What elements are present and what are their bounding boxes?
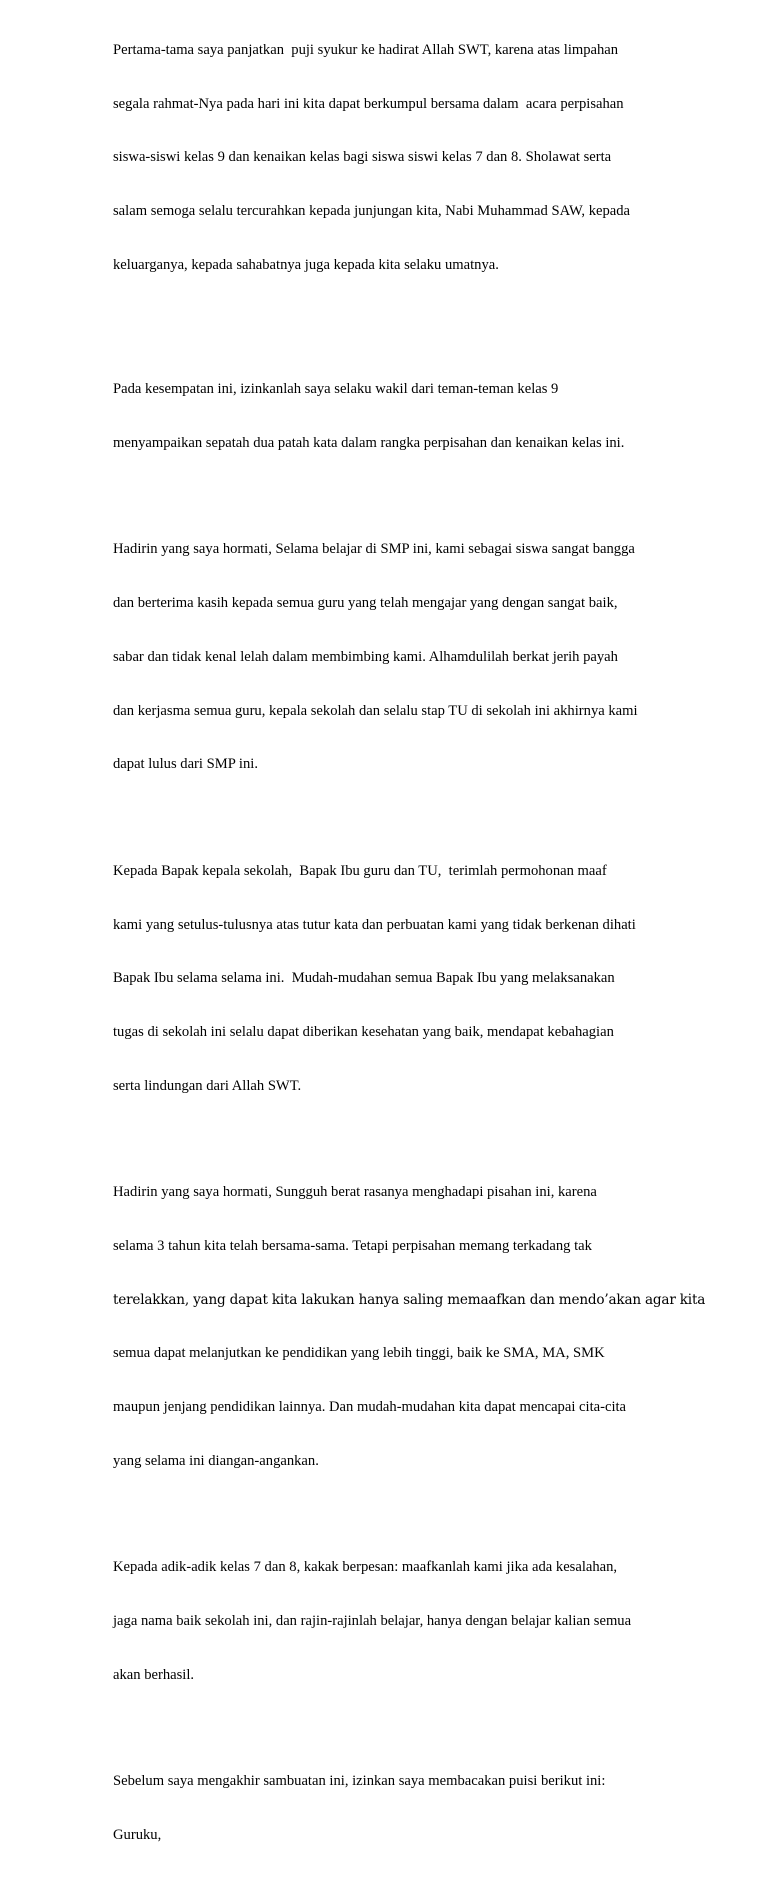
text-line: maupun jenjang pendidikan lainnya. Dan mudah-mudahan kita dapat mencapai cita-cita [113, 1399, 627, 1416]
paragraph-spacer [113, 1131, 658, 1148]
paragraph-spacer [113, 489, 658, 506]
text-line: segala rahmat-Nya pada hari ini kita dapat berkumpul bersama dalam acara perpisahan [113, 95, 624, 112]
text-line: Kepada adik-adik kelas 7 dan 8, kakak berpesan: maafkanlah kami jika ada kesalahan, [113, 1559, 618, 1576]
text-line: Pada kesempatan ini, izinkanlah saya selaku wakil dari teman-teman kelas 9 [113, 381, 559, 398]
document-page [113, 6, 706, 1881]
text-line: siswa-siswi kelas 9 dan kenaikan kelas bagi siswa siswi kelas 7 dan 8. Sholawat serta [113, 149, 612, 166]
text-line: dapat lulus dari SMP ini. [113, 756, 258, 773]
text-line: yang selama ini diangan-angankan. [113, 1452, 319, 1469]
text-line: tugas di sekolah ini selalu dapat diberikan kesehatan yang baik, mendapat kebahagian [113, 1024, 614, 1041]
paragraph-spacer [113, 1507, 658, 1524]
text-line: sabar dan tidak kenal lelah dalam membimbing kami. Alhamdulilah berkat jerih payah [113, 648, 618, 665]
text-line: semua dapat melanjutkan ke pendidikan yang lebih tinggi, baik ke SMA, MA, SMK [113, 1345, 605, 1362]
paragraph-apology [113, 827, 658, 1131]
text-line: menyampaikan sepatah dua patah kata dalam rangka perpisahan dan kenaikan kelas ini. [113, 434, 625, 451]
paragraph-spacer [113, 1721, 658, 1738]
text-line: Bapak Ibu selama selama ini. Mudah-mudahan semua Bapak Ibu yang melaksanakan [113, 970, 615, 987]
paragraph-gratitude [113, 506, 658, 810]
paragraph-opening [113, 6, 658, 310]
text-line: terelakkan, yang dapat kita lakukan hanya saling memaafkan dan mendo’akan agar kita [113, 1291, 706, 1308]
text-line: Hadirin yang saya hormati, Selama belajar di SMP ini, kami sebagai siswa sangat bangga [113, 541, 635, 558]
paragraph-occasion [113, 345, 658, 488]
text-line: Guruku, [113, 1827, 162, 1844]
text-line: Sebelum saya mengakhir sambuatan ini, izinkan saya membacakan puisi berikut ini: [113, 1773, 606, 1790]
paragraph-closing [113, 1738, 658, 1881]
text-line: salam semoga selalu tercurahkan kepada junjungan kita, Nabi Muhammad SAW, kepada [113, 202, 631, 219]
text-line: serta lindungan dari Allah SWT. [113, 1077, 302, 1094]
text-line: dan berterima kasih kepada semua guru yang telah mengajar yang dengan sangat baik, [113, 595, 618, 612]
paragraph-farewell [113, 1148, 706, 1506]
text-line: Pertama-tama saya panjatkan puji syukur ke hadirat Allah SWT, karena atas limpahan [113, 41, 619, 58]
text-line: Kepada Bapak kepala sekolah, Bapak Ibu guru dan TU, terimlah permohonan maaf [113, 862, 607, 879]
paragraph-message-juniors [113, 1524, 658, 1721]
paragraph-spacer [113, 310, 658, 345]
text-line: jaga nama baik sekolah ini, dan rajin-rajinlah belajar, hanya dengan belajar kalian semua [113, 1613, 632, 1630]
text-line: kami yang setulus-tulusnya atas tutur kata dan perbuatan kami yang tidak berkenan dihati [113, 916, 636, 933]
text-line: keluarganya, kepada sahabatnya juga kepada kita selaku umatnya. [113, 256, 499, 273]
text-line: Hadirin yang saya hormati, Sungguh berat rasanya menghadapi pisahan ini, karena [113, 1184, 597, 1201]
text-line: dan kerjasma semua guru, kepala sekolah dan selalu stap TU di sekolah ini akhirnya kami [113, 702, 638, 719]
text-line: selama 3 tahun kita telah bersama-sama. Tetapi perpisahan memang terkadang tak [113, 1238, 592, 1254]
text-line: akan berhasil. [113, 1666, 195, 1683]
paragraph-spacer [113, 810, 658, 827]
